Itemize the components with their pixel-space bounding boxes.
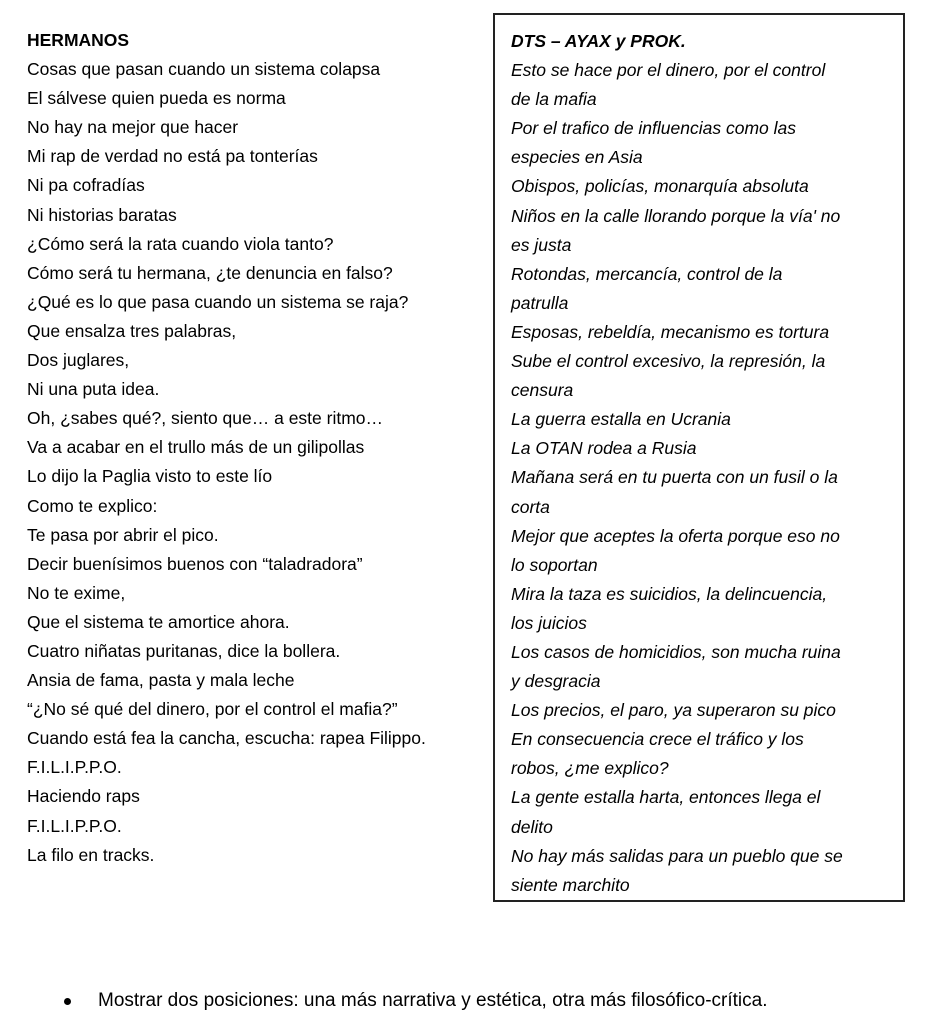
dts-line: Esposas, rebeldía, mecanismo es tortura: [511, 321, 830, 342]
dts-line: siente marchito: [511, 874, 630, 895]
dts-line: La OTAN rodea a Rusia: [511, 438, 697, 459]
dts-line: Mañana será en tu puerta con un fusil o la: [511, 467, 838, 488]
hermanos-line: Mi rap de verdad no está pa tonterías: [27, 146, 318, 167]
dts-line: lo soportan: [511, 554, 598, 575]
hermanos-line: F.I.L.I.P.P.O.: [27, 757, 122, 778]
dts-line: robos, ¿me explico?: [511, 758, 669, 779]
hermanos-line: No te exime,: [27, 582, 126, 603]
hermanos-line: Haciendo raps: [27, 786, 140, 807]
hermanos-line: Ni pa cofradías: [27, 175, 145, 196]
dts-line: y desgracia: [511, 671, 601, 692]
hermanos-line: Cuando está fea la cancha, escucha: rapea Filippo.: [27, 728, 426, 749]
hermanos-line: Te pasa por abrir el pico.: [27, 524, 219, 545]
dts-lyrics-box: [493, 13, 905, 902]
dts-line: corta: [511, 496, 550, 517]
dts-line: Esto se hace por el dinero, por el control: [511, 60, 826, 81]
dts-line: los juicios: [511, 612, 587, 633]
dts-line: Mejor que aceptes la oferta porque eso no: [511, 525, 840, 546]
bullet-item: [64, 986, 767, 1016]
dts-line: patrulla: [511, 292, 569, 313]
hermanos-line: El sálvese quien pueda es norma: [27, 88, 286, 109]
hermanos-line: ¿Cómo será la rata cuando viola tanto?: [27, 233, 334, 254]
hermanos-line: Que el sistema te amortice ahora.: [27, 611, 290, 632]
hermanos-lyrics: [27, 26, 487, 870]
hermanos-line: Cosas que pasan cuando un sistema colapsa: [27, 59, 381, 80]
hermanos-line: La filo en tracks.: [27, 844, 155, 865]
hermanos-title: HERMANOS: [27, 30, 130, 50]
hermanos-line: No hay na mejor que hacer: [27, 117, 239, 138]
hermanos-line: Cuatro niñatas puritanas, dice la bollera.: [27, 640, 341, 661]
hermanos-line: Ansia de fama, pasta y mala leche: [27, 670, 295, 691]
bullet-text: Mostrar dos posiciones: una más narrativa y estética, otra más filosófico-crítica.: [98, 990, 768, 1011]
dts-line: Obispos, policías, monarquía absoluta: [511, 176, 809, 197]
dts-line: No hay más salidas para un pueblo que se: [511, 845, 843, 866]
hermanos-lines: [27, 55, 487, 870]
hermanos-line: Oh, ¿sabes qué?, siento que… a este ritmo…: [27, 408, 384, 429]
dts-lyrics: [511, 27, 901, 900]
dts-line: Rotondas, mercancía, control de la: [511, 263, 783, 284]
dts-line: especies en Asia: [511, 147, 643, 168]
dts-line: Por el trafico de influencias como las: [511, 118, 796, 139]
dts-line: En consecuencia crece el tráfico y los: [511, 729, 804, 750]
hermanos-line: Cómo será tu hermana, ¿te denuncia en falso?: [27, 262, 393, 283]
hermanos-line: Decir buenísimos buenos con “taladradora”: [27, 553, 363, 574]
bullet-dot-icon: [64, 998, 71, 1005]
hermanos-line: F.I.L.I.P.P.O.: [27, 815, 122, 836]
hermanos-line: Ni historias baratas: [27, 204, 177, 225]
dts-line: Niños en la calle llorando porque la vía' no: [511, 205, 841, 226]
dts-line: La gente estalla harta, entonces llega el: [511, 787, 821, 808]
hermanos-line: Lo dijo la Paglia visto to este lío: [27, 466, 273, 487]
dts-title: DTS – AYAX y PROK.: [511, 31, 686, 51]
hermanos-line: Va a acabar en el trullo más de un gilipollas: [27, 437, 365, 458]
hermanos-line: Dos juglares,: [27, 350, 130, 371]
hermanos-line: ¿Qué es lo que pasa cuando un sistema se raja?: [27, 291, 409, 312]
hermanos-line: Como te explico:: [27, 495, 158, 516]
hermanos-line: “¿No sé qué del dinero, por el control el mafia?”: [27, 699, 398, 720]
dts-line: La guerra estalla en Ucrania: [511, 409, 731, 430]
hermanos-line: Que ensalza tres palabras,: [27, 320, 237, 341]
dts-line: Los precios, el paro, ya superaron su pico: [511, 700, 836, 721]
dts-lines: [511, 56, 901, 900]
dts-line: de la mafia: [511, 89, 597, 110]
hermanos-line: Ni una puta idea.: [27, 379, 160, 400]
dts-line: Mira la taza es suicidios, la delincuencia,: [511, 583, 828, 604]
dts-line: es justa: [511, 234, 572, 255]
dts-line: Sube el control excesivo, la represión, la: [511, 351, 826, 372]
dts-line: Los casos de homicidios, son mucha ruina: [511, 641, 841, 662]
dts-line: delito: [511, 816, 553, 837]
dts-line: censura: [511, 380, 574, 401]
